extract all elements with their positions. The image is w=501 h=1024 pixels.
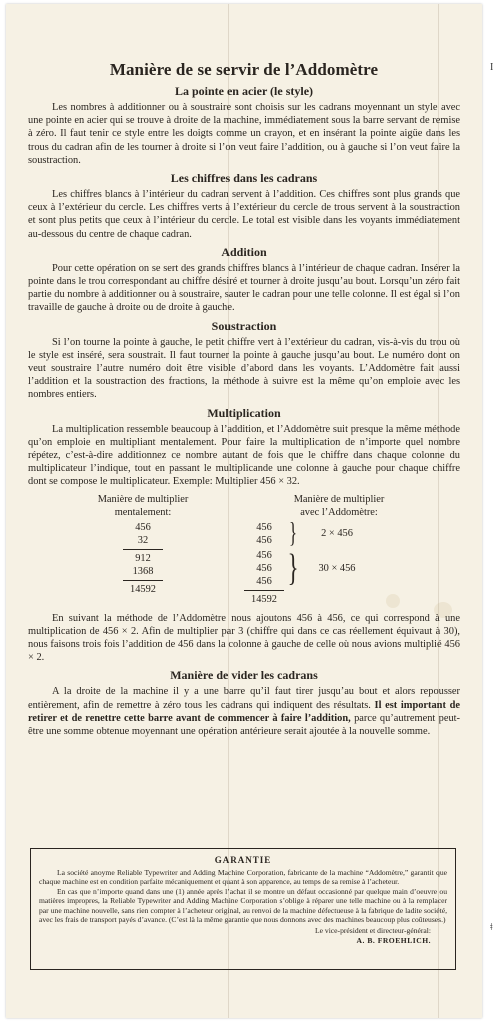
edge-mark-top: I — [490, 62, 494, 73]
sum-rule — [244, 590, 284, 591]
section-text-chiffres: Les chiffres blancs à l’intérieur du cadran servent à l’addition. Ces chiffres sont plus grands que ceux à l’extérieur du cercle. Les chiffres verts à l’extérieur du cercle de trous servent à la soustraction et sont plus petits que ceux à l’intérieur du cercle. Le total est visible dans les voyants immédiatement au-dessous du centre de chaque cadran. — [28, 189, 460, 240]
mental-number: 456 — [135, 521, 151, 533]
addometre-number: 456 — [256, 575, 272, 587]
addometre-method-subtitle: avec l’Addomètre: — [300, 506, 378, 518]
brace-icon: } — [287, 547, 299, 590]
addometre-number: 456 — [256, 562, 272, 574]
section-heading-vider: Manière de vider les cadrans — [170, 668, 318, 683]
mental-method-title: Manière de multiplier — [97, 493, 189, 505]
mental-method-column — [68, 493, 218, 606]
section-text-vider — [28, 685, 460, 738]
document-title: Manière de se servir de l’Addomètre — [109, 60, 379, 79]
mental-number: 32 — [137, 534, 149, 546]
guarantee-text-2: En cas que n’importe quand dans une (1) année après l’achat il se montre un défaut occasionné par quelque main d’oeuvre ou matières impropres, la Reliable Typewriter and Adding Machine Corporation s’oblige à réparer une telle machine ou à la remplacer par une machine nouvelle, sans rien compter à l’acheteur original, au renvoi de la machine défectueuse à la fabrique de ladite société, avec les frais de transport payés d’avance. (C’est là la même garantie que nous donnons avec des machines beaucoup plus coûteuses.) — [39, 886, 447, 925]
addometre-number: 456 — [256, 549, 272, 561]
instructions-body — [28, 60, 460, 738]
multiplication-example — [28, 493, 460, 606]
signature-block — [39, 926, 447, 946]
guarantee-text-1: La société anoyme Reliable Typewriter and Adding Machine Corporation, fabricante de la machine “Addomètre,” garantit que chaque machine est en condition parfaite mécaniquement et quant à son apparence, au temps de sa remise à l’acheteur. — [39, 868, 447, 887]
section-heading-addition: Addition — [221, 244, 267, 259]
signature-role: Le vice-président et directeur-général: — [314, 926, 431, 936]
document-page — [6, 4, 482, 1018]
addometre-method-title: Manière de multiplier — [293, 493, 385, 505]
mental-method-subtitle: mentalement: — [114, 506, 172, 518]
mental-number: 912 — [135, 552, 151, 564]
brace-icon: } — [288, 517, 298, 549]
section-text-pointe: Les nombres à additionner ou à soustraire sont choisis sur les cadrans moyennant un style avec une pointe en acier qui se trouve à droite de la machine, immédiatement sous la barre servant de remise à zéro. Il faut tenir ce style entre les doigts comme un crayon, et en insérant la pointe aigüe dans les trous du cadran afin de les tourner à droite si l’on veut faire l’addition, ou à gauche si l’on veut faire la soustraction. — [28, 102, 460, 166]
addometre-result: 14592 — [251, 593, 277, 605]
addometre-method-column — [244, 493, 434, 606]
section-text-multiplication: La multiplication ressemble beaucoup à l’addition, et l’Addomètre suit presque la même méthode qu’on emploie en multipliant mentalement. Pour faire la multiplication de n’importe quel nombre répétez, c’est-à-dire additionnez ce nombre autant de fois que le chiffre dans chaque colonne du multiplicateur l’indique, tout en passant le multiplicande une colonne à gauche pour chaque chiffre dont se compose le multiplicateur. Exemple: Multiplier 456 × 32. — [28, 423, 460, 488]
addometre-note: 2 × 456 — [321, 528, 353, 540]
mental-result: 14592 — [130, 583, 156, 595]
section-heading-soustraction: Soustraction — [211, 318, 277, 333]
section-heading-multiplication: Multiplication — [207, 405, 281, 420]
section-text-soustraction: Si l’on tourne la pointe à gauche, le petit chiffre vert à l’extérieur du cadran, vis-à-vis du trou où le style est inséré, sera soustrait. Il faut tourner la pointe à gauche jusqu’au bout. Le numéro dont on veut soustraire l’autre numéro doit être visible d’abord dans les voyants. L’Addomètre fait aussi l’addition et la soustraction des fractions, la méthode à suivre est la même qu’on emploie avec les nombres entiers. — [28, 336, 460, 401]
sum-rule — [123, 580, 163, 581]
addometre-note: 30 × 456 — [318, 562, 356, 574]
section-heading-pointe: La pointe en acier (le style) — [174, 84, 314, 98]
addometre-number: 456 — [256, 521, 272, 533]
vider-text-bold: Il est important de retirer et de renettre cette barre avant de commencer à faire l’addition, — [28, 699, 460, 724]
mental-number: 1368 — [132, 565, 154, 577]
sum-rule — [123, 549, 163, 550]
section-text-after-example: En suivant la méthode de l’Addomètre nous ajoutons 456 à 456, ce qui correspond à une multiplication de 456 × 2. Afin de multiplier par 3 (chiffre qui dans ce cas réellement équivaut à 30), nous faisons trois fois l’addition de 456 dans la colonne à gauche de celle où nous avions multiplié 456 × 2. — [28, 612, 460, 664]
vider-text-2: parce qu’autrement peut-être une somme obtenue moyennant une opération antérieure serait ajoutée à la nouvelle somme. — [28, 712, 460, 738]
guarantee-box — [30, 848, 456, 970]
section-text-addition: Pour cette opération on se sert des grands chiffres blancs à l’intérieur de chaque cadran. Insérer la pointe dans le trou correspondant au chiffre désiré et tourner à droite jusqu’au bout. Lorsqu’un zéro fait partie du nombre à additionner ou à soustraire, sauter le cadran pour une telle colonne. Il est égal si l’on travaille de gauche à droite ou de droite à gauche. — [28, 262, 460, 314]
signature-name: A. B. FROEHLICH. — [356, 936, 431, 946]
edge-mark-bottom: ǂ — [490, 922, 493, 933]
section-heading-chiffres: Les chiffres dans les cadrans — [170, 171, 318, 186]
vider-text-1: A la droite de la machine il y a une barre qu’il faut tirer jusqu’au bout et alors repousser entièrement, afin de remettre à zéro tous les cadrans qui indiquent des résultats. — [28, 686, 460, 711]
guarantee-heading: GARANTIE — [214, 855, 272, 865]
addometre-number: 456 — [256, 534, 272, 546]
